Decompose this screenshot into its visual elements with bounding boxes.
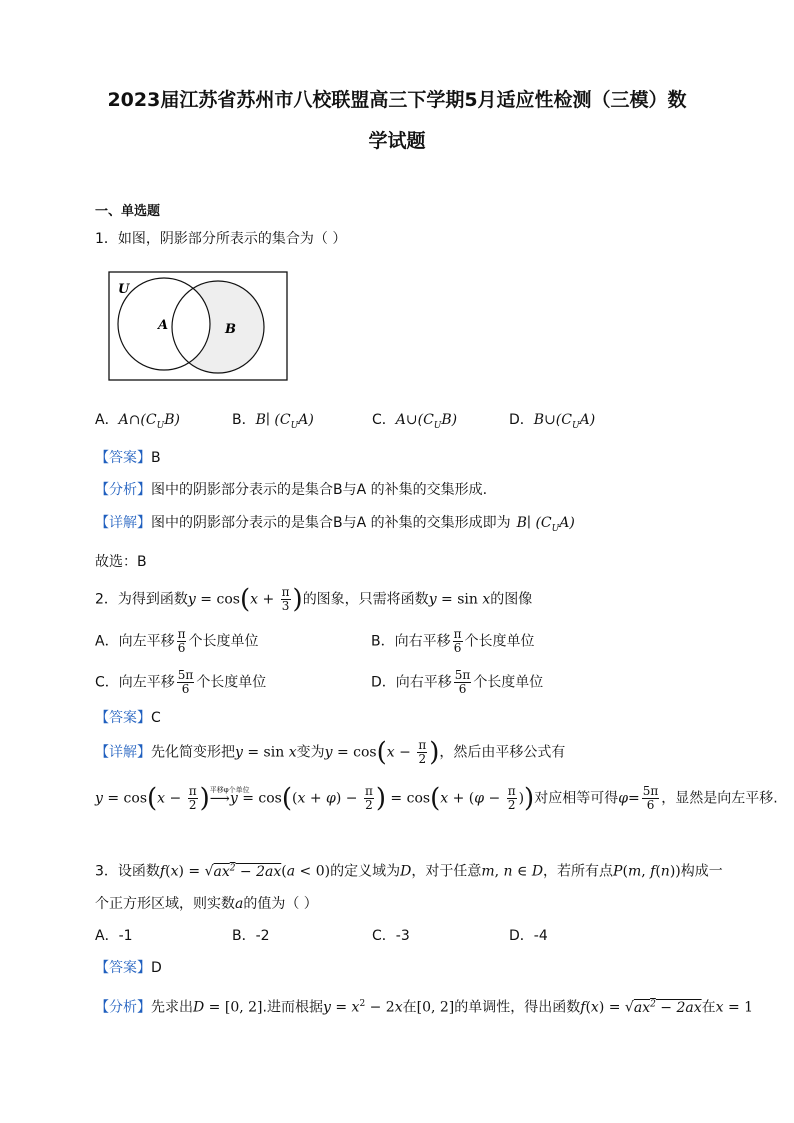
q1-option-c[interactable]: C．$A\cup(C_UB)$ bbox=[372, 412, 458, 431]
q1-analysis: 【分析】图中的阴影部分表示的是集合B与A 的补集的交集形成. bbox=[95, 482, 488, 498]
q3-stem-line1: 3．设函数$f(x) = √ax^2 - 2ax(a < 0)$的定义域为D，对于任意m, n ∈ D，若所有点P(m, f(n))构成一 bbox=[95, 863, 723, 880]
q2-option-a[interactable]: A．向左平移 $\frac{\pi}{6}$ 个长度单位 bbox=[95, 627, 259, 655]
q3-answer: 【答案】D bbox=[95, 960, 162, 976]
analysis-tag: 【分析】 bbox=[95, 482, 151, 498]
q1-option-b[interactable]: B．B∣ $(C_UA)$ bbox=[232, 412, 314, 431]
q3-analysis: 【分析】先求出D = [0, 2].进而根据$y = x^2 - 2x$在[0, 2]的单调性，得出函数$f(x) = √ax^2 - 2ax$在x = 1 bbox=[95, 999, 754, 1016]
answer-tag: 【答案】 bbox=[95, 450, 151, 466]
venn-label-a: A bbox=[158, 318, 169, 333]
q1-answer: 【答案】B bbox=[95, 450, 161, 466]
venn-label-u: U bbox=[118, 282, 130, 297]
doc-title-line1: 2023届江苏省苏州市八校联盟高三下学期5月适应性检测（三模）数 bbox=[107, 89, 687, 111]
q2-option-d[interactable]: D．向右平移 $\frac{5\pi}{6}$ 个长度单位 bbox=[371, 668, 544, 696]
q2-option-b[interactable]: B．向右平移 $\frac{\pi}{6}$ 个长度单位 bbox=[371, 627, 535, 655]
q3-stem-line2: 个正方形区域，则实数a的值为（ ） bbox=[95, 896, 318, 912]
q2-stem: 2．为得到函数y = cos(x + $\frac{\pi}{3}$ )的图象，只需将函数y = sin x的图像 bbox=[95, 584, 533, 615]
section-heading: 一、单选题 bbox=[95, 204, 161, 219]
q3-option-a[interactable]: A．-1 bbox=[95, 928, 133, 944]
venn-label-b: B bbox=[225, 322, 236, 337]
q3-option-b[interactable]: B．-2 bbox=[232, 928, 270, 944]
q1-option-d[interactable]: D．$B\cup(C_UA)$ bbox=[509, 412, 596, 431]
arrow-label: 平移φ个单位 bbox=[209, 785, 250, 794]
q2-detail-line2: y = cos(x − $\frac{\pi}{2}$ ) 平移φ个单位 ⟶y = cos((x + φ) − $\frac{\pi}{2}$ ) = cos(x + (φ − $\frac{\pi}{2}$ ))对应相等可得φ= $\frac{5\pi}{6}$ ，显然是向左平移. bbox=[95, 785, 778, 812]
q1-stem: 1．如图，阴影部分所表示的集合为（ ） bbox=[95, 231, 347, 247]
doc-title-line2: 学试题 bbox=[368, 130, 426, 152]
q1-detail: 【详解】图中的阴影部分表示的是集合B与A 的补集的交集形成即为 B∣ $(C_UA)$ bbox=[95, 515, 575, 534]
q2-detail-line1: 【详解】先化简变形把y = sin x变为y = cos(x − $\frac{\pi}{2}$ )，然后由平移公式有 bbox=[95, 737, 566, 768]
q1-conclusion: 故选：B bbox=[95, 554, 147, 570]
q2-option-c[interactable]: C．向左平移 $\frac{5\pi}{6}$ 个长度单位 bbox=[95, 668, 267, 696]
q3-option-c[interactable]: C．-3 bbox=[372, 928, 410, 944]
venn-diagram bbox=[108, 271, 290, 383]
q2-answer: 【答案】C bbox=[95, 710, 161, 726]
q1-option-a[interactable]: A．$A\cap(C_UB)$ bbox=[95, 412, 180, 431]
detail-tag: 【详解】 bbox=[95, 515, 151, 531]
q3-option-d[interactable]: D．-4 bbox=[509, 928, 548, 944]
